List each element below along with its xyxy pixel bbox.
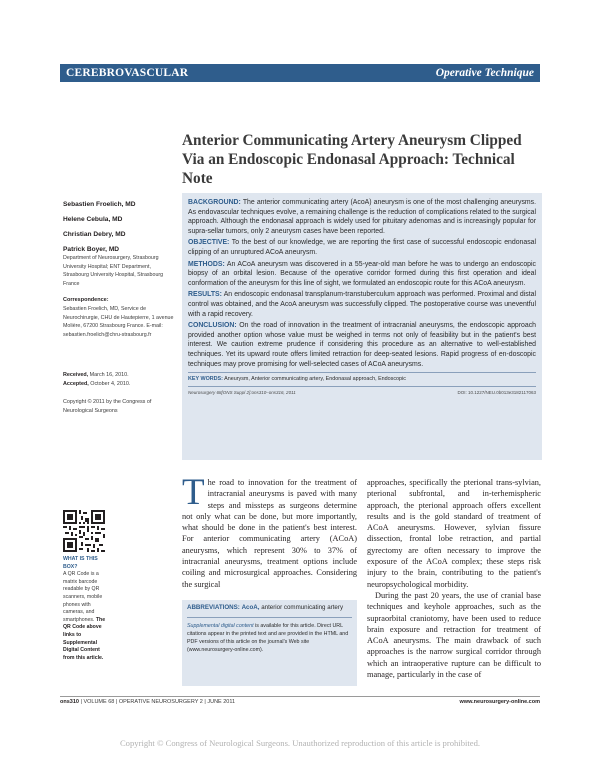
correspondence-heading: Correspondence: [63,297,109,303]
qr-text: A QR Code is a matrix barcode readable by QR scanners, mobile phones with cameras, and smartphones. [63,571,103,623]
body-column-1 [182,472,357,590]
copyright-notice: Copyright © 2011 by the Congress of Neurological Surgeons [63,399,152,414]
accepted-label: Accepted, [63,380,89,387]
author-list [63,197,173,257]
received-label: Received, [63,372,89,378]
body-text: he road to innovation for the treatment of intracranial aneurysms is paved with many steps and missteps as surgeons determine not only what can be done, but more importantly, what should be done in the patient's best interest. For anterior communicating artery (ACoA) aneurysms, which represent 30% to 37% of intracranial aneurysms, treatment options include coiling and microsurgical approaches. Considering the surgical [182,478,357,589]
abstract-methods: METHODS: An ACoA aneurysm was discovered in a 55-year-old man before he was to undergo an endoscopic biopsy of an orbital lesion. Because of the operative corridor formed during this first operation and ideal conformation of the aneurysm for this line of sight, we formulated an endoscopic route for this ACoA aneurysm. [188,260,536,287]
supplemental-note: Supplemental digital content is available for this article. Direct URL citations appear in the printed text and are provided in the HTML and PDF versions of this article on the journal's Web site (www.neurosurgery-online.com). [187,622,349,653]
keywords: KEY WORDS: Aneurysm, Anterior communicating artery, Endonasal approach, Endoscopic [188,372,536,382]
abstract-background: BACKGROUND: The anterior communicating artery (AcoA) aneurysm is one of the most challenging aneurysms. As endovascular techniques evolve, a remaining challenge is the reduction of complications related to the surgical approach. Although the endonasal approach is widely used for pituitary adenomas and is increasingly popular for supra-sellar tumors, only 2 aneurysm cases have been reported. [188,199,536,235]
abbreviations: ABBREVIATIONS: AcoA, anterior communicating artery [187,604,352,618]
received-date: March 16, 2010. [89,372,129,378]
drop-cap: T [182,472,205,513]
section-label: CEREBROVASCULAR [66,67,189,79]
body-paragraph: During the past 20 years, the use of cranial base techniques and keyhole approaches, such as the supraorbital craniotomy, have been used to reduce brain exposure and retraction for treatment of ACoA aneurysms. The main drawback of such approaches is the narrow surgical corridor through which an intraoperative rupture can be difficult to manage, particularly in the case of [367,590,541,680]
category-label: Operative Technique [435,67,534,79]
qr-heading: WHAT IS THIS BOX? [63,556,98,570]
abstract-objective: OBJECTIVE: To the best of our knowledge, we are reporting the first case of successful endoscopic endonasal clipping of an unruptured ACoA aneurysm. [188,239,537,256]
correspondence-text: Sebastien Froelich, MD, Service de Neurochirurgie, CHU de Hautepierre, 1 avenue Molière, 67200 Strasbourg France. E-mail: sebastien.froelich@chru-strasbourg.fr [63,306,174,338]
supplemental-link[interactable]: Supplemental digital content [187,622,254,629]
article-title: Anterior Communicating Artery Aneurysm Clipped Via an Endoscopic Endonasal Approach: Technical Note [182,132,522,187]
footer-website[interactable]: www.neurosurgery-online.com [459,699,540,705]
abbreviations-box [182,600,357,686]
qr-explanation [63,556,107,662]
accepted-date: October 4, 2010. [90,380,131,387]
author-name: Helene Cebula, MD [63,216,123,223]
section-header-bar [60,64,540,82]
author-name: Patrick Boyer, MD [63,246,120,253]
body-column-2 [367,477,541,680]
body-paragraph: approaches, specifically the pterional trans-sylvian, pterional subfrontal, and in-terhemispheric approach, the pterional approach offers excellent results and is the gold standard of treatment of ACoA aneurysms. However, sylvian fissure dissection, frontal lobe retraction, and partial gyrectomy are often necessary to improve the exposure of the ACoA complex; these steps risk injury to the brain, contributing to the patient's neuropsychological morbidity. [367,478,541,589]
doi: DOI: 10.1227/NEU.0b013e3182117063 [457,390,536,396]
affiliation: Department of Neurosurgery, Strasbourg University Hospital; ENT Department, Strasbourg University Hospital, Strasbourg France [63,255,164,287]
author-name: Christian Debry, MD [63,231,126,238]
footer-journal-info: ons310 | VOLUME 68 | OPERATIVE NEUROSURGERY 2 | JUNE 2011 [60,699,236,705]
copyright-watermark: Copyright © Congress of Neurological Surgeons. Unauthorized reproduction of this article is prohibited. [119,738,481,748]
abstract-box [182,193,542,460]
qr-bold-text: The QR Code above links to Supplemental Digital Content from this article. [63,616,106,661]
footer-divider [60,696,540,697]
article-dates [63,371,175,388]
citation-line [188,386,536,395]
citation: Neurosurgery 68[ONS Suppl 2]:ons310–ons316, 2011 [188,390,296,396]
page-id: ons310 [60,699,79,705]
author-name: Sebastien Froelich, MD [63,201,136,208]
abstract-results: RESULTS: An endoscopic endonasal transplanum-transtuberculum approach was performed. Proximal and distal control was obtained, and the AcoA aneurysm was successfully clipped. The postoperative course was uneventful with a rapid recovery. [188,291,536,318]
qr-code[interactable] [63,510,105,552]
abstract-conclusion: CONCLUSION: On the road of innovation in the treatment of intracranial aneurysms, the endoscopic approach provided another option whose value must be weighed in terms not only of feasibility but in the patient's best interest. We caution extreme prudence if considering this procedure as an alternative to well-established techniques. Yet its upward route offers limited retraction for deep-seated lesions. Rapid progress of en-doscopic techniques may prove promising for well-selected cases of ACoA aneurysms. [188,322,536,368]
